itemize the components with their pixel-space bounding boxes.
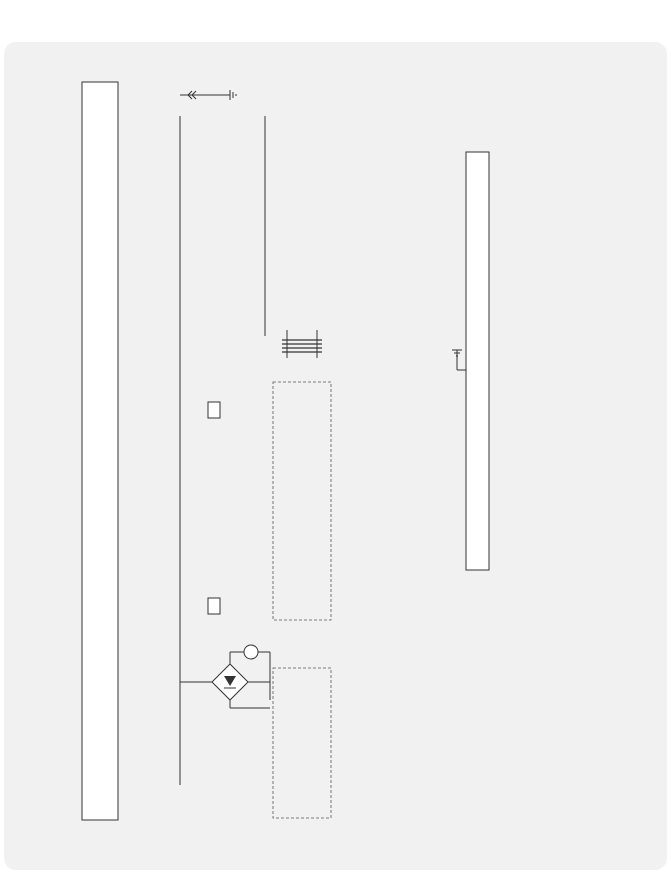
motor-icon [244,645,258,659]
terminal-strip [466,152,489,570]
s-dashed-box [273,382,331,620]
tq-coil [208,402,220,418]
rectifier-zl [180,652,270,708]
hq-coil [208,598,220,614]
wk-dashed-box [273,668,331,818]
ground-icon [180,90,236,100]
terminal-ground-icon [452,350,466,370]
os-coil [282,330,322,358]
row-label-strip [82,82,118,820]
